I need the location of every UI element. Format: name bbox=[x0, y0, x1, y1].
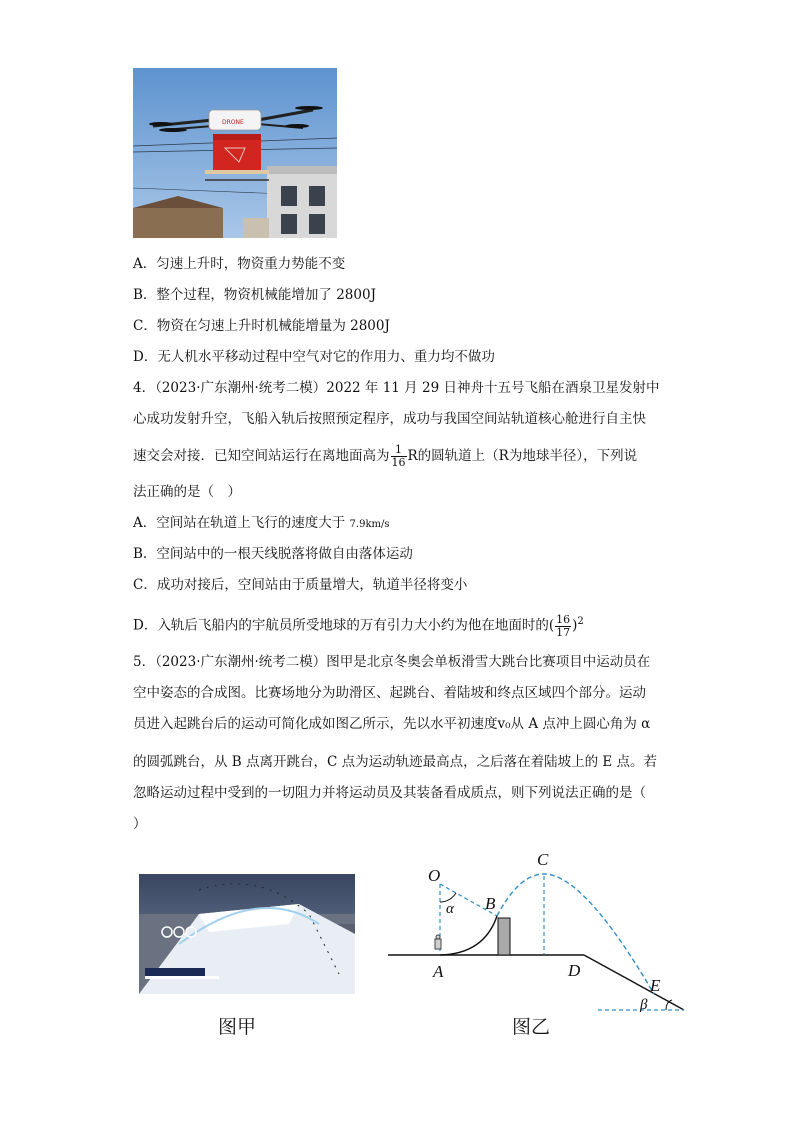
label-b: B bbox=[485, 894, 496, 913]
q4-stem-line4: 法正确的是（ ） bbox=[133, 484, 241, 500]
q4-option-d-fraction bbox=[555, 614, 571, 639]
q4-option-d-close: ) bbox=[572, 617, 578, 634]
figure-yi-caption: 图乙 bbox=[512, 1016, 551, 1038]
label-a: A bbox=[433, 962, 444, 981]
q4-stem-line2: 心成功发射升空，飞船入轨后按照预定程序，成功与我国空间站轨道核心舱进行自主快 bbox=[133, 411, 646, 427]
label-alpha: α bbox=[446, 901, 454, 917]
q5-stem-line5: 忽略运动过程中受到的一切阻力并将运动员及其装备看成质点，则下列说法正确的是（ bbox=[133, 785, 646, 801]
q4-line3-post: R的圆轨道上（R为地球半径），下列说 bbox=[407, 448, 638, 464]
q4-option-d-exponent: 2 bbox=[577, 616, 584, 627]
figure-jia-caption: 图甲 bbox=[218, 1016, 257, 1038]
q5-stem-line2: 空中姿态的合成图。比赛场地分为助滑区、起跳台、着陆坡和终点区域四个部分。运动 bbox=[133, 685, 646, 701]
q4-option-d-text: D．入轨后飞船内的宇航员所受地球的万有引力大小约为他在地面时的( bbox=[133, 617, 555, 634]
q4-option-d bbox=[133, 608, 584, 640]
q4-option-d-den: 17 bbox=[556, 625, 571, 639]
figure-yi-svg bbox=[384, 846, 688, 1016]
label-o: O bbox=[428, 866, 441, 885]
q4-option-a-value: 7.9km/s bbox=[349, 519, 390, 530]
athlete-icon bbox=[435, 935, 441, 949]
drone-photo-image bbox=[133, 68, 337, 238]
q4-line3-pre: 速交会对接．已知空间站运行在离地面高为 bbox=[133, 448, 390, 464]
label-beta: β bbox=[640, 997, 648, 1013]
q4-fraction bbox=[391, 444, 407, 469]
q4-option-d-num: 16 bbox=[556, 612, 571, 626]
arc-ab bbox=[440, 916, 497, 955]
q5-stem-line3: 员进入起跳台后的运动可简化成如图乙所示，先以水平初速度v₀从 A 点冲上圆心角为 α bbox=[133, 716, 651, 732]
q3-option-a: A．匀速上升时，物资重力势能不变 bbox=[133, 256, 346, 272]
q4-option-a bbox=[133, 513, 390, 535]
drone-photo bbox=[133, 68, 337, 238]
q4-stem-line1: 4．（2023·广东潮州·统考二模）2022 年 11 月 29 日神舟十五号飞船在酒泉卫星发射中 bbox=[133, 380, 660, 396]
beta-arc bbox=[666, 1000, 672, 1010]
label-e: E bbox=[650, 976, 661, 995]
q4-option-a-text: A．空间站在轨道上飞行的速度大于 bbox=[133, 515, 346, 531]
q4-stem-line3 bbox=[133, 444, 637, 469]
label-d: D bbox=[568, 961, 581, 980]
q3-option-b: B．整个过程，物资机械能增加了 2800J bbox=[133, 287, 376, 303]
q4-fraction-den: 16 bbox=[391, 456, 406, 469]
q4-fraction-num: 1 bbox=[391, 444, 407, 457]
figure-jia-photo bbox=[139, 874, 355, 994]
q4-option-c: C．成功对接后，空间站由于质量增大，轨道半径将变小 bbox=[133, 577, 468, 593]
label-c: C bbox=[537, 850, 549, 869]
figure-yi-diagram bbox=[384, 846, 688, 1016]
q5-stem-line6: ） bbox=[133, 816, 147, 832]
q4-option-b: B．空间站中的一根天线脱落将做自由落体运动 bbox=[133, 546, 413, 562]
q3-option-c: C．物资在匀速上升时机械能增量为 2800J bbox=[133, 318, 390, 334]
q3-option-d: D．无人机水平移动过程中空气对它的作用力、重力均不做功 bbox=[133, 349, 495, 365]
jump-platform bbox=[498, 918, 510, 955]
figure-jia-image bbox=[139, 874, 355, 994]
q5-stem-line1: 5．（2023·广东潮州·统考二模）图甲是北京冬奥会单板滑雪大跳台比赛项目中运动员在 bbox=[133, 654, 651, 670]
drone-logo-text: DRONE bbox=[222, 119, 244, 126]
q5-stem-line4: 的圆弧跳台，从 B 点离开跳台，C 点为运动轨迹最高点，之后落在着陆坡上的 E 点。若 bbox=[133, 754, 658, 770]
